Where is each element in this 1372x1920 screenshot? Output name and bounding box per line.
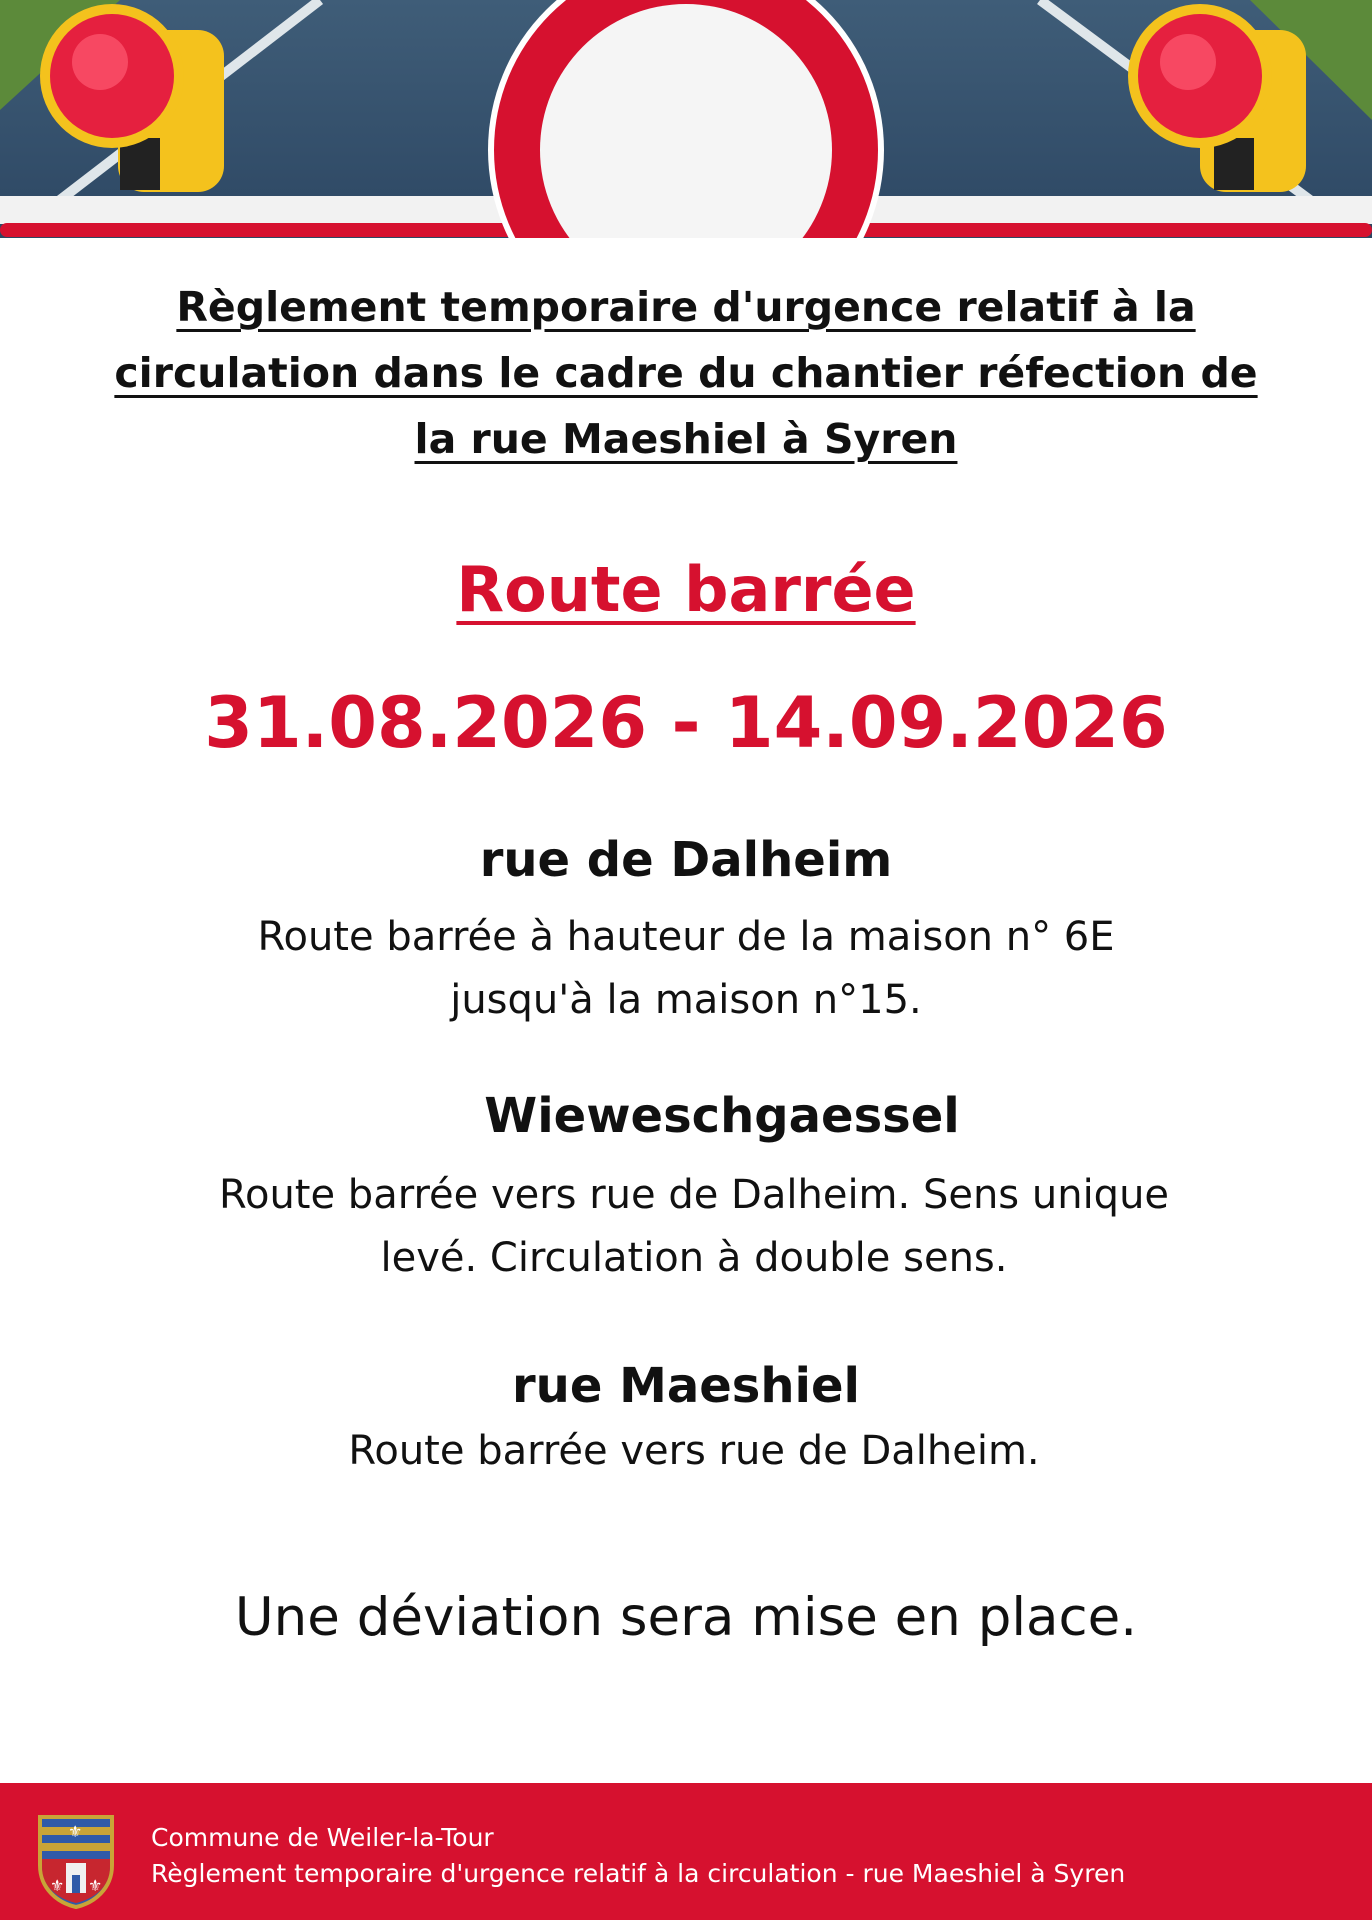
warning-lamp-right: [1128, 4, 1306, 192]
route-closed-headline: Route barrée: [456, 553, 916, 626]
description-line: Route barrée vers rue de Dalheim. Sens unique: [218, 1172, 1170, 1218]
street-name-rue-maeshiel: rue Maeshiel: [511, 1358, 861, 1414]
no-entry-sign: [488, 0, 884, 238]
street-name-wieweschgaessel: Wieweschgaessel: [484, 1088, 960, 1144]
description-line: levé. Circulation à double sens.: [380, 1235, 1008, 1281]
description-line: Route barrée vers rue de Dalheim.: [348, 1428, 1040, 1474]
street-description-wieweschgaessel: [0, 1164, 1372, 1290]
description-line: Route barrée à hauteur de la maison n° 6E: [257, 914, 1115, 960]
svg-text:⚜: ⚜: [88, 1876, 103, 1895]
footer-subtitle: Règlement temporaire d'urgence relatif à la circulation - rue Maeshiel à Syren: [151, 1859, 1126, 1888]
description-line: jusqu'à la maison n°15.: [450, 977, 922, 1023]
road-closed-sign-illustration: [0, 0, 1372, 238]
svg-text:⚜: ⚜: [68, 1822, 83, 1841]
footer-bar: [0, 1783, 1372, 1920]
footer-commune-name: Commune de Weiler-la-Tour: [151, 1823, 494, 1852]
title-line-2: circulation dans le cadre du chantier réfection de: [114, 349, 1258, 397]
warning-lamp-left: [40, 4, 224, 192]
title-line-3: la rue Maeshiel à Syren: [414, 415, 958, 463]
street-name-rue-de-dalheim: rue de Dalheim: [479, 832, 893, 888]
header-banner-image: [0, 0, 1372, 238]
title-line-1: Règlement temporaire d'urgence relatif à la: [176, 283, 1196, 331]
closure-dates: 31.08.2026 - 14.09.2026: [204, 682, 1168, 764]
street-description-rue-de-dalheim: [0, 906, 1372, 1032]
regulation-title: [60, 274, 1312, 472]
svg-text:⚜: ⚜: [50, 1876, 65, 1895]
coat-of-arms-icon: [36, 1813, 116, 1909]
deviation-notice: Une déviation sera mise en place.: [234, 1587, 1138, 1648]
street-description-rue-maeshiel: [0, 1420, 1372, 1483]
